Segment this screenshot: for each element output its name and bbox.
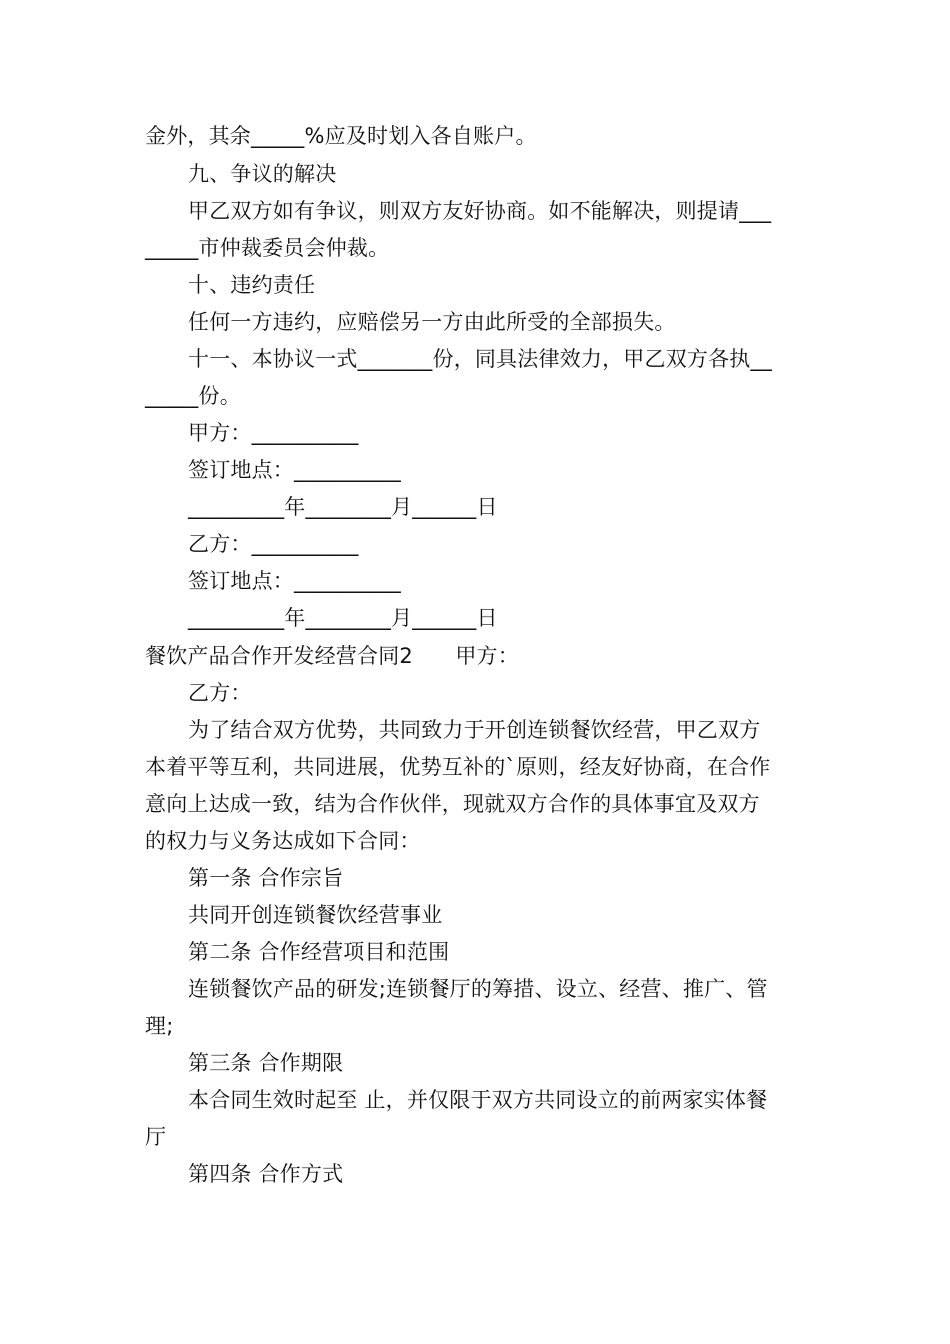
text-line: 共同开创连锁餐饮经营事业: [188, 903, 443, 927]
article-heading: 第三条 合作期限: [188, 1051, 344, 1075]
text-line: 意向上达成一致，结为合作伙伴，现就双方合作的具体事宜及双方: [145, 792, 760, 816]
signature-field: 甲方：__________: [188, 421, 359, 445]
text-line: 本着平等互利，共同进展，优势互补的`原则，经友好协商，在合作: [145, 755, 771, 779]
text-line: 连锁餐饮产品的研发;连锁餐厅的筹措、设立、经营、推广、管: [188, 977, 768, 1001]
section-heading: 九、争议的解决: [188, 162, 337, 186]
text-line: 本合同生效时起至 止，并仅限于双方共同设立的前两家实体餐: [188, 1088, 768, 1112]
article-heading: 第四条 合作方式: [188, 1162, 344, 1186]
text-line: 的权力与义务达成如下合同：: [145, 829, 421, 853]
text-line: 金外，其余_____%应及时划入各自账户。: [145, 124, 537, 148]
date-field: _________年________月______日: [188, 495, 498, 519]
text-line: 厅: [145, 1125, 167, 1149]
text-line: 理;: [145, 1014, 174, 1038]
text-line: _____市仲裁委员会仲裁。: [145, 236, 390, 260]
text-line: 乙方：: [188, 681, 252, 705]
text-line: 甲乙双方如有争议，则双方友好协商。如不能解决，则提请___: [188, 199, 772, 223]
text-line: 任何一方违约，应赔偿另一方由此所受的全部损失。: [188, 310, 676, 334]
text-line: _____份。: [145, 384, 241, 408]
document-title: 餐饮产品合作开发经营合同2 甲方：: [145, 644, 519, 668]
signature-field: 签订地点：__________: [188, 569, 401, 593]
text-line: 十一、本协议一式_______份，同具法律效力，甲乙双方各执__: [188, 347, 772, 371]
signature-field: 乙方：__________: [188, 532, 359, 556]
article-heading: 第一条 合作宗旨: [188, 866, 344, 890]
date-field: _________年________月______日: [188, 606, 498, 630]
article-heading: 第二条 合作经营项目和范围: [188, 940, 450, 964]
section-heading: 十、违约责任: [188, 273, 316, 297]
text-line: 为了结合双方优势，共同致力于开创连锁餐饮经营，甲乙双方: [188, 718, 761, 742]
signature-field: 签订地点：__________: [188, 458, 401, 482]
